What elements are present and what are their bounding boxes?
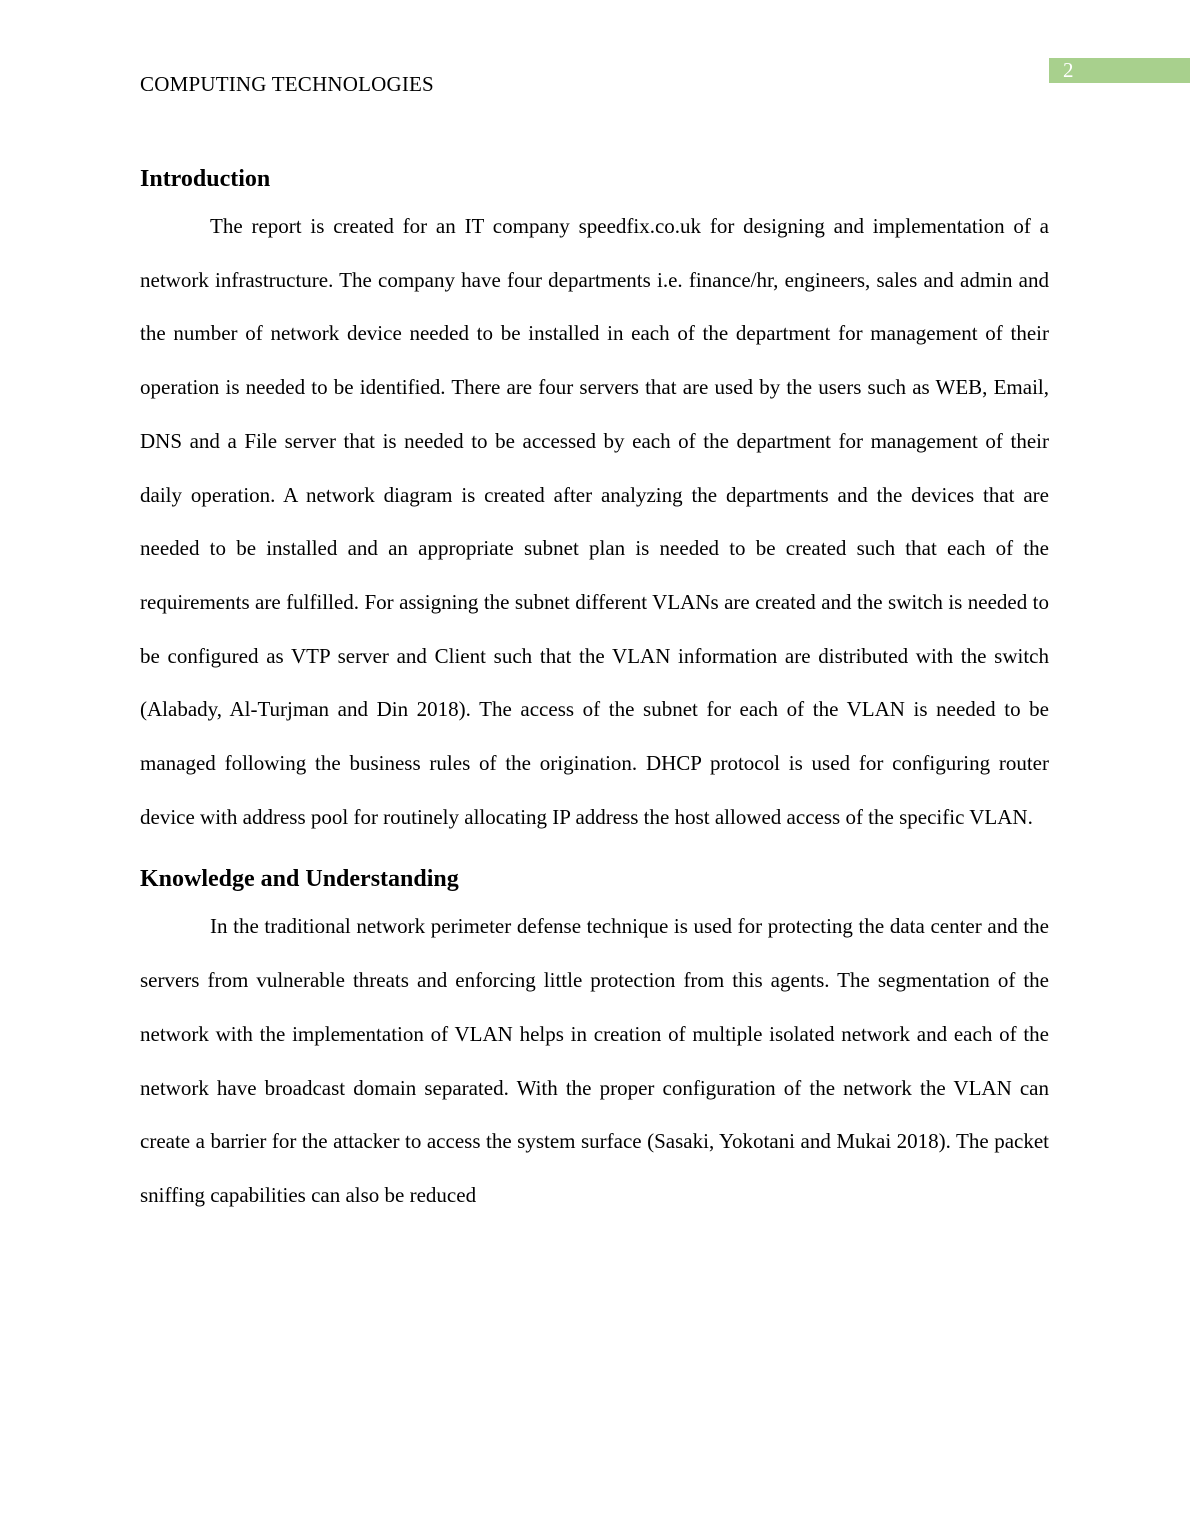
- running-head: COMPUTING TECHNOLOGIES: [140, 72, 434, 96]
- page-number: 2: [1063, 58, 1074, 82]
- paragraph-introduction: The report is created for an IT company speedfix.co.uk for designing and implementation of a network infrastructure. The company have four departments i.e. finance/hr, engineers, sales and admin and the number of network device needed to be installed in each of the department for management of their operation is needed to be identified. There are four servers that are used by the users such as WEB, Email, DNS and a File server that is needed to be accessed by each of the department for management of their daily operation. A network diagram is created after analyzing the departments and the devices that are needed to be installed and an appropriate subnet plan is needed to be created such that each of the requirements are fulfilled. For assigning the subnet different VLANs are created and the switch is needed to be configured as VTP server and Client such that the VLAN information are distributed with the switch (Alabady, Al-Turjman and Din 2018). The access of the subnet for each of the VLAN is needed to be managed following the business rules of the origination. DHCP protocol is used for configuring router device with address pool for routinely allocating IP address the host allowed access of the specific VLAN.: [140, 214, 1049, 829]
- heading-knowledge-understanding: Knowledge and Understanding: [140, 866, 459, 893]
- page-number-badge: [1049, 58, 1190, 83]
- document-body: [140, 158, 1049, 1223]
- heading-introduction: Introduction: [140, 166, 271, 192]
- paragraph-knowledge-understanding: In the traditional network perimeter defense technique is used for protecting the data center and the servers from vulnerable threats and enforcing little protection from this agents. The segmentation of the network with the implementation of VLAN helps in creation of multiple isolated network and each of the network have broadcast domain separated. With the proper configuration of the network the VLAN can create a barrier for the attacker to access the system surface (Sasaki, Yokotani and Mukai 2018). The packet sniffing capabilities can also be reduced: [140, 914, 1049, 1207]
